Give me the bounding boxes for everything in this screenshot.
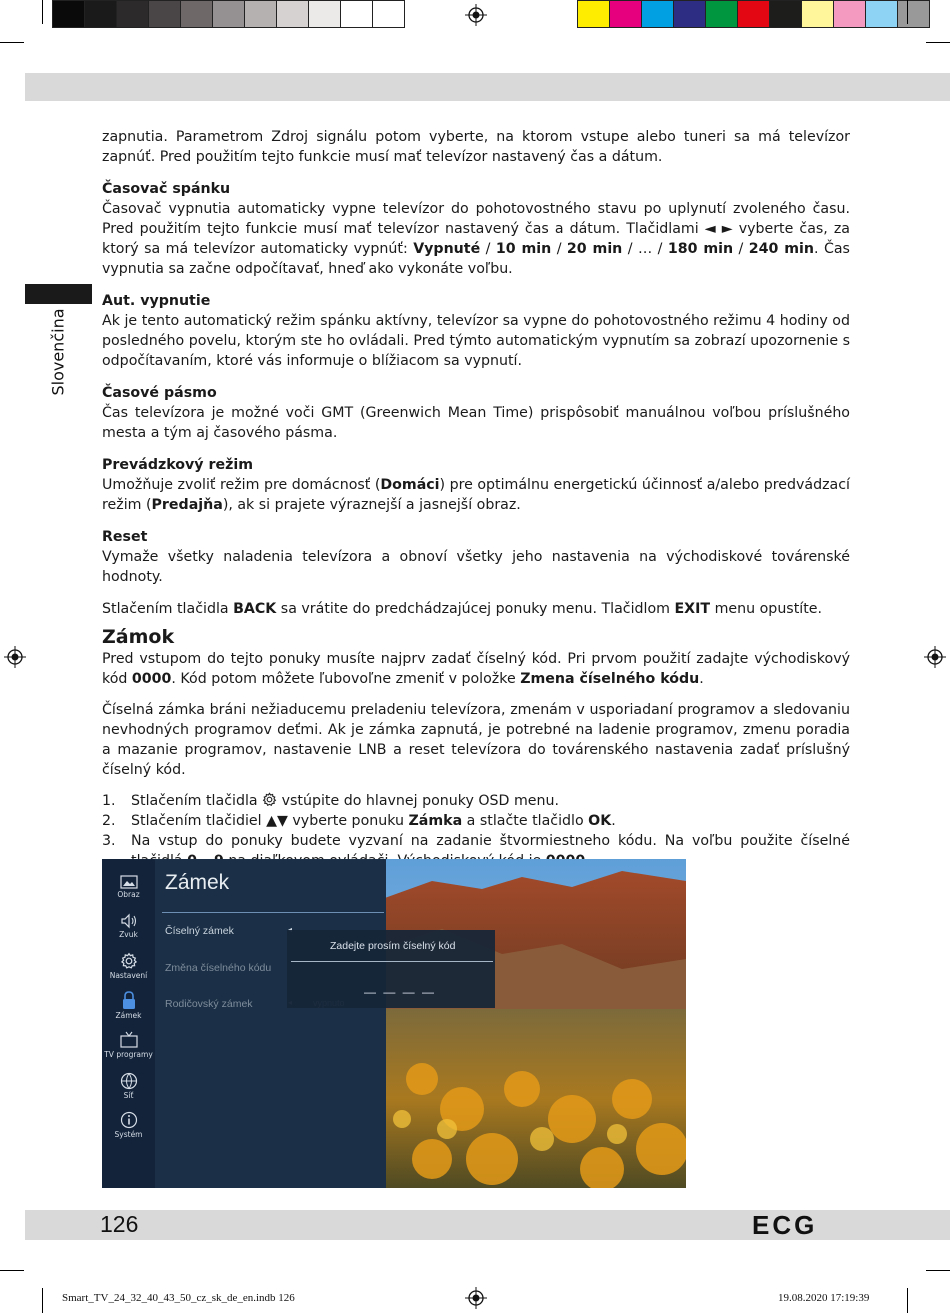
tv-lock-panel [155, 859, 386, 1188]
text-run: . [699, 671, 704, 687]
list-item [102, 791, 850, 811]
text-run: . Kód potom môžete ľubovoľne zmeniť v položke [171, 671, 521, 687]
tv-sidebar-item-network[interactable] [102, 1072, 155, 1100]
crop-mark [907, 1288, 908, 1313]
tv-sidebar-label: Systém [114, 1130, 143, 1139]
slug-file-name: Smart_TV_24_32_40_43_50_cz_sk_de_en.indb 126 [62, 1292, 295, 1304]
lock-description-paragraph: Číselná zámka bráni nežiaducemu preladeniu televízora, zmenám v usporiadaní programov a sledovaniu nevhodných programov deťmi. Ak je zámka zapnutá, je potrebné na ladenie programov, zmenu poradia a mazanie programov, nastavenie LNB a reset televízora do továrenského nastavenia zadať príslušný číselný kód. [102, 702, 850, 778]
color-swatch [244, 0, 277, 28]
color-swatch [641, 0, 674, 28]
list-item [102, 811, 850, 831]
tv-sidebar-item-lock[interactable] [102, 990, 155, 1020]
lock-section [102, 625, 850, 871]
tv-sidebar-item-programs[interactable] [102, 1031, 155, 1059]
color-swatch [308, 0, 341, 28]
page-number: 126 [100, 1211, 139, 1237]
step-number: 1. [102, 793, 116, 809]
text-run: sa vrátite do predchádzajúcej ponuky menu. Tlačidlom [276, 601, 675, 617]
step-number: 3. [102, 833, 116, 849]
tv-sidebar-item-picture[interactable] [102, 875, 155, 899]
text-run: Časovač vypnutia automaticky vypne televízor do pohotovostného stavu po uplynutí zvoleného času. Pred použitím tejto funkcie musí mať televízor nastavený čas a dátum. Tlačidlami ◄ ► vyberte čas, za ktorý sa má televízor automaticky vypnúť: [102, 201, 850, 257]
tv-menu-item-change-code[interactable] [165, 962, 271, 974]
color-swatch [769, 0, 802, 28]
crop-mark [0, 42, 24, 43]
color-swatch [801, 0, 834, 28]
ok-key: OK [588, 813, 612, 829]
text-run: Pred vstupom do tejto ponuky musíte najprv zadať číselný kód. Pri prvom použití zadajte východiskový kód [102, 651, 850, 687]
crop-mark [42, 0, 43, 24]
text-run: Stlačením tlačidla [131, 793, 263, 809]
crop-mark [926, 1270, 950, 1271]
color-swatch [84, 0, 117, 28]
text-run: . [611, 813, 616, 829]
section-tab [25, 284, 92, 304]
color-swatch [180, 0, 213, 28]
tv-sidebar-label: Nastavení [109, 971, 148, 980]
tv-menu-item-label: Změna číselného kódu [165, 962, 272, 974]
settings-text [102, 127, 850, 619]
tv-sidebar-label: TV programy [104, 1050, 153, 1059]
text-run: ), ak si prajete výraznejší a jasnejší obraz. [222, 497, 521, 513]
reset-paragraph: Vymaže všetky naladenia televízora a obnoví všetky jeho nastavenia na východiskové továrenské hodnoty. [102, 549, 850, 585]
auto-off-paragraph: Ak je tento automatický režim spánku aktívny, televízor sa vypne do pohotovostného režimu 4 hodiny od posledného povelu, ktorým ste ho ovládali. Pred týmto automatickým vypnutím sa zobrazí upozornenie s odpočítavaním, ktoré vás informuje o blížiacom sa vypnutí. [102, 313, 850, 369]
svg-text:ECG: ECG [752, 1213, 818, 1237]
grayscale-color-bar [52, 0, 404, 28]
tv-menu-title: Zámek [165, 871, 230, 894]
speaker-icon [120, 913, 138, 929]
option-20: 20 min [566, 241, 623, 257]
text-run: Stlačením tlačidiel ▲▼ vyberte ponuku [131, 813, 409, 829]
color-swatch [897, 0, 930, 28]
registration-mark-icon [465, 4, 487, 26]
separator: / [480, 241, 496, 257]
color-swatch [116, 0, 149, 28]
option-240: 240 min [748, 241, 814, 257]
picture-icon [120, 875, 138, 889]
option-off: Vypnuté [413, 241, 481, 257]
separator: / … / [622, 241, 668, 257]
color-swatch [372, 0, 405, 28]
crop-mark [907, 0, 908, 24]
tv-sidebar-label: Obraz [117, 890, 140, 899]
tv-sidebar-item-settings[interactable] [102, 952, 155, 980]
registration-mark-icon [4, 646, 26, 668]
tv-menu-item-label: Rodičovský zámek [165, 998, 253, 1010]
text-run: a stlačte tlačidlo [462, 813, 589, 829]
crop-mark [0, 1270, 24, 1271]
separator: / [733, 241, 749, 257]
language-label: Slovenčina [48, 308, 68, 396]
registration-mark-icon [465, 1287, 487, 1309]
tv-title-divider [162, 912, 384, 913]
process-color-bar [577, 0, 929, 28]
slug-timestamp: 19.08.2020 17:19:39 [778, 1292, 870, 1304]
operating-mode-paragraph [102, 475, 850, 515]
color-swatch [609, 0, 642, 28]
text-run: ) pre optimálnu energetickú účinnosť a/alebo predvádzací režim ( [102, 477, 850, 513]
color-swatch [673, 0, 706, 28]
lock-icon [120, 990, 138, 1010]
text-run: . Čas vypnutia sa začne odpočítavať, hneď ako vykonáte voľbu. [102, 241, 850, 277]
operating-mode-heading: Prevádzkový režim [102, 457, 254, 473]
tv-sidebar-label: Zvuk [119, 930, 138, 939]
text-run: Na vstup do ponuky budete vyzvaní na zadanie štvormiestneho kódu. Na voľbu použite číselné [131, 833, 850, 849]
tv-menu-screenshot [102, 859, 686, 1188]
color-swatch [148, 0, 181, 28]
brand-logo [752, 1213, 838, 1241]
color-swatch [52, 0, 85, 28]
color-swatch [340, 0, 373, 28]
step-number: 2. [102, 813, 116, 829]
text-run: menu opustíte. [710, 601, 823, 617]
time-zone-heading: Časové pásmo [102, 385, 217, 401]
pin-prompt: Zadejte prosím číselný kód [330, 940, 456, 952]
pin-input[interactable]: — — — — [364, 985, 437, 999]
default-code: 0000 [131, 671, 172, 687]
store-mode: Predajňa [151, 497, 223, 513]
color-swatch [705, 0, 738, 28]
tv-sidebar-label: Zámek [115, 1011, 142, 1020]
reset-heading: Reset [102, 529, 148, 545]
crop-mark [42, 1288, 43, 1313]
color-swatch [833, 0, 866, 28]
back-key: BACK [233, 601, 277, 617]
time-zone-paragraph: Čas televízora je možné voči GMT (Greenwich Mean Time) prispôsobiť manuálnou voľbou príslušného mesta a tým aj časového pásma. [102, 405, 850, 441]
info-icon [120, 1111, 138, 1129]
back-exit-paragraph [102, 599, 850, 619]
tv-sidebar-item-system[interactable] [102, 1111, 155, 1139]
color-swatch [865, 0, 898, 28]
text-run: vstúpite do hlavnej ponuky OSD menu. [277, 793, 560, 809]
home-mode: Domáci [380, 477, 440, 493]
color-swatch [212, 0, 245, 28]
tv-menu-item-code-lock[interactable] [165, 925, 234, 937]
sleep-timer-heading: Časovač spánku [102, 181, 231, 197]
separator: / [551, 241, 567, 257]
option-180: 180 min [667, 241, 734, 257]
pin-dialog-divider [291, 961, 493, 962]
gear-icon [262, 792, 277, 807]
intro-paragraph: zapnutia. Parametrom Zdroj signálu potom vyberte, na ktorom vstupe alebo tuneri sa má televízor zapnúť. Pred použitím tejto funkcie musí mať televízor nastavený čas a dátum. [102, 129, 850, 165]
header-band [25, 73, 950, 101]
tv-menu-item-parental-lock[interactable] [165, 998, 253, 1010]
tv-menu-item-label: Číselný zámek [165, 925, 234, 937]
crop-mark [926, 42, 950, 43]
color-swatch [577, 0, 610, 28]
color-swatch [737, 0, 770, 28]
exit-key: EXIT [674, 601, 711, 617]
lock-heading: Zámok [102, 626, 175, 648]
gear-icon [120, 952, 138, 970]
sleep-timer-paragraph [102, 199, 850, 279]
tv-icon [119, 1031, 139, 1049]
color-swatch [276, 0, 309, 28]
option-10: 10 min [495, 241, 552, 257]
text-run: Umožňuje zvoliť režim pre domácnosť ( [102, 477, 381, 493]
menu-name: Zámka [408, 813, 463, 829]
auto-off-heading: Aut. vypnutie [102, 293, 211, 309]
tv-sidebar-item-sound[interactable] [102, 913, 155, 939]
lock-intro-paragraph [102, 649, 850, 689]
globe-icon [120, 1072, 138, 1090]
change-code-item: Zmena číselného kódu [520, 671, 700, 687]
tv-sidebar-label: Síť [123, 1091, 134, 1100]
registration-mark-icon [924, 646, 946, 668]
text-run: Stlačením tlačidla [102, 601, 234, 617]
